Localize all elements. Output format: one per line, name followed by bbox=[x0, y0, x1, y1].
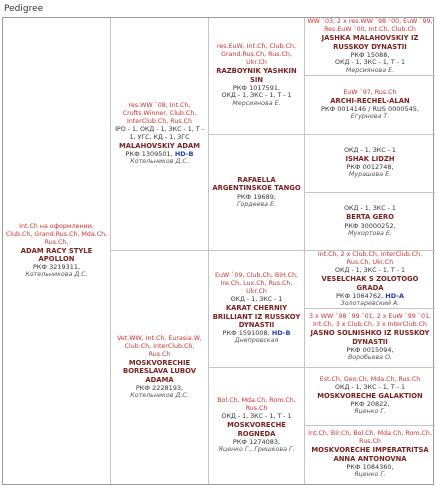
registration-number: РКФ 0015094, bbox=[346, 346, 394, 355]
dog-titles: 3 x WW `98 `99 `01, 2 x EuW `99 `01, Int.Ch, 3 x Club.Ch, 3 x InterClub.Ch bbox=[309, 313, 431, 329]
dog-registration bbox=[346, 163, 393, 171]
pedigree-table bbox=[2, 17, 434, 485]
pedigree-cell-dam-dam bbox=[209, 368, 305, 485]
dog-registration bbox=[223, 329, 291, 337]
dog-tests: ОКД - 1, ЗКС - 1, Т - 1 bbox=[221, 92, 292, 100]
pedigree-cell-ddd bbox=[305, 426, 435, 484]
pedigree-cell-dam bbox=[111, 251, 209, 484]
dog-tests: ОКД - 1, ЗКС - 1, Т - 1 bbox=[221, 413, 292, 421]
pedigree-cell-sdd bbox=[305, 193, 435, 251]
registration-number: РКФ 1017591, bbox=[232, 84, 281, 93]
pedigree-cell-dam-sire bbox=[209, 251, 305, 368]
dog-tests: ОКД - 1, ЗКС - 1, Т - 1 bbox=[335, 267, 405, 275]
dog-name-link[interactable]: BERTA GERO bbox=[346, 213, 394, 222]
dog-owner: Котельников Д.С. bbox=[130, 392, 189, 400]
dog-tests: IPO - 1, ОКД - 1, ЗКС - 1, Т - 1, УГС, КД - 1, ЗГС bbox=[115, 125, 204, 141]
dog-name-link[interactable]: ISHAK LIDZH bbox=[345, 154, 395, 163]
dog-titles: Est.Ch, Geo.Ch, Mda.Ch, Rus.Ch bbox=[319, 375, 421, 383]
dog-owner: Яценко Г. bbox=[354, 471, 386, 479]
dog-owner: Мерсиянова Е. bbox=[232, 100, 281, 108]
dog-titles: res.EuW, Int.Ch, Club.Ch, Grand.Rus.Ch, Rus.Ch, Ukr.Ch bbox=[216, 43, 297, 67]
pedigree-cell-sds bbox=[305, 135, 435, 193]
dog-registration bbox=[321, 105, 419, 113]
dog-owner: Мухортова Е. bbox=[348, 229, 392, 237]
registration-number: РКФ 0014146 / RUS 0000545, bbox=[321, 105, 419, 114]
registration-number: РКФ 1274083, bbox=[232, 438, 281, 447]
dog-tests: ОКД - 1, ЗКС - 1, Т - 1 bbox=[335, 383, 405, 391]
dog-name-link[interactable]: RAFAELLA ARGENTINSKOE TANGO bbox=[212, 175, 301, 193]
dog-registration bbox=[344, 222, 395, 230]
dog-name-link[interactable]: MOSKVORECHE GALAKTION bbox=[317, 391, 423, 400]
pedigree-cell-sss bbox=[305, 18, 435, 76]
dog-name-link[interactable]: MOSKVORECHE IMPERATRITSA ANNA ANTONOVNA bbox=[311, 446, 429, 463]
dog-tests: ОКД - 1, ЗКС - 1 bbox=[230, 296, 283, 304]
dog-titles: Vet.WW, Int.Ch, Eurasia.W, Club.Ch, InterClub.Ch, Rus.Ch bbox=[117, 334, 202, 358]
dog-titles: Int.Ch, Blr.Ch, Bol.Ch, Mda.Ch, Rom.Ch, Rus.Ch bbox=[308, 430, 432, 446]
pedigree-cell-sire-dam bbox=[209, 135, 305, 252]
pedigree-cell-sire bbox=[111, 18, 209, 251]
registration-number: РКФ 19689, bbox=[237, 192, 276, 201]
dog-titles: WW `03, 2 x res.WW `98 `00, EuW `99, Res.EuW `00, Int.Ch, Club.Ch bbox=[307, 18, 433, 34]
dog-titles: Int.Ch, 2 x Club.Ch, InterClub.Ch, Rus.Ch, Ukr.Ch bbox=[317, 251, 423, 267]
registration-number: РКФ 1084360, bbox=[346, 463, 394, 472]
dog-name-link[interactable]: MOSKVORECHIE BORESLAVA LUBOV ADAMA bbox=[123, 358, 196, 384]
hd-grade: HD-A bbox=[385, 292, 404, 301]
page-title: Pedigree bbox=[4, 4, 44, 14]
dog-name-link[interactable]: ADAM RACY STYLE APOLLON bbox=[20, 246, 93, 263]
dog-titles: Int.Ch на оформлении, Club.Ch, Grand.Rus.Ch, Mda.Ch, Rus.Ch, bbox=[5, 222, 108, 246]
dog-tests: ОКД - 1, ЗКС - 1 bbox=[344, 146, 396, 154]
hd-grade: HD-B bbox=[174, 150, 194, 159]
dog-owner: Гордеева Е. bbox=[236, 200, 276, 208]
pedigree-cell-subject bbox=[3, 18, 111, 484]
dog-name-link[interactable]: RAZBOYNIK YASHKIN SIN bbox=[216, 67, 297, 84]
pedigree-cell-dds bbox=[305, 368, 435, 426]
dog-registration bbox=[136, 384, 183, 392]
dog-owner: Яценко Г., Гришкова Г. bbox=[218, 446, 295, 454]
dog-owner: Егурнова Т. bbox=[350, 113, 390, 121]
dog-registration bbox=[346, 463, 393, 471]
registration-number: РКФ 30000252, bbox=[344, 221, 396, 230]
registration-number: РКФ 15088, bbox=[350, 51, 390, 60]
registration-number: РКФ 1309501, bbox=[125, 150, 173, 159]
dog-registration bbox=[126, 150, 194, 158]
registration-number: РКФ 1591008, bbox=[222, 329, 270, 338]
registration-number: РКФ 0012748, bbox=[346, 163, 394, 172]
dog-registration bbox=[33, 263, 80, 271]
dog-registration bbox=[237, 193, 276, 201]
dog-name-link[interactable]: VESELCHAK S ZOLOTOGO GRADA bbox=[321, 275, 419, 292]
dog-owner: Мурашова Е. bbox=[348, 171, 392, 179]
dog-tests: ОКД - 1, ЗКС - 1 bbox=[344, 205, 396, 213]
registration-number: РКФ 1064762, bbox=[336, 292, 384, 301]
dog-name-link[interactable]: MALAHOVSKIY ADAM bbox=[118, 141, 201, 150]
dog-owner: Яценко Г. bbox=[354, 408, 386, 416]
dog-owner: Днепровская bbox=[234, 337, 279, 345]
dog-owner: Мерсиянова Е. bbox=[345, 67, 395, 75]
registration-number: РКФ 20822, bbox=[350, 400, 390, 409]
dog-registration bbox=[336, 292, 404, 300]
dog-name-link[interactable]: MOSKVORECHE ROGNEDA bbox=[227, 421, 286, 438]
dog-titles: res.WW `08, Int.Ch, Crufts.Winner, Club.Ch, InterClub.Ch, Rus.Ch bbox=[122, 101, 197, 125]
registration-number: РКФ 2228193, bbox=[135, 384, 184, 393]
hd-grade: HD-B bbox=[271, 329, 291, 338]
dog-owner: Котельникова Д.С. bbox=[25, 271, 88, 279]
dog-registration bbox=[233, 438, 280, 446]
dog-titles: Bol.Ch, Mda.Ch, Rom.Ch, Rus.Ch bbox=[217, 397, 296, 413]
registration-number: РКФ 3219311, bbox=[32, 263, 81, 272]
pedigree-cell-dsd bbox=[305, 309, 435, 367]
dog-registration bbox=[351, 51, 390, 59]
pedigree-cell-sire-sire bbox=[209, 18, 305, 135]
dog-owner: Воробьева О. bbox=[347, 354, 393, 362]
dog-name-link[interactable]: ARCHI-RECHEL-ALAN bbox=[330, 96, 410, 105]
dog-titles: EuW `97, Rus.Ch bbox=[343, 88, 397, 96]
pedigree-cell-ssd bbox=[305, 76, 435, 134]
dog-registration bbox=[233, 84, 280, 92]
dog-owner: Котельников Д.С. bbox=[130, 158, 189, 166]
dog-name-link[interactable]: KARAT CHERNIY BRILLIANT IZ RUSSKOY DYNASTII bbox=[212, 304, 301, 329]
dog-titles: EuW `09, Club.Ch, BiH.Ch, Ire.Ch, Lux.Ch, Rus.Ch, Ukr.Ch bbox=[215, 272, 298, 296]
dog-tests: ОКД - 1, ЗКС - 1, Т - 1 bbox=[335, 59, 405, 67]
dog-name-link[interactable]: JASHKA MALAHOVSKIY IZ RUSSKOY DYNASTII bbox=[321, 34, 419, 51]
dog-name-link[interactable]: JASNO SOLNISHKO IZ RUSSKOY DYNASTII bbox=[310, 329, 430, 346]
pedigree-cell-dss bbox=[305, 251, 435, 309]
dog-owner: Золотаревский А. bbox=[340, 300, 400, 308]
dog-registration bbox=[351, 400, 390, 408]
